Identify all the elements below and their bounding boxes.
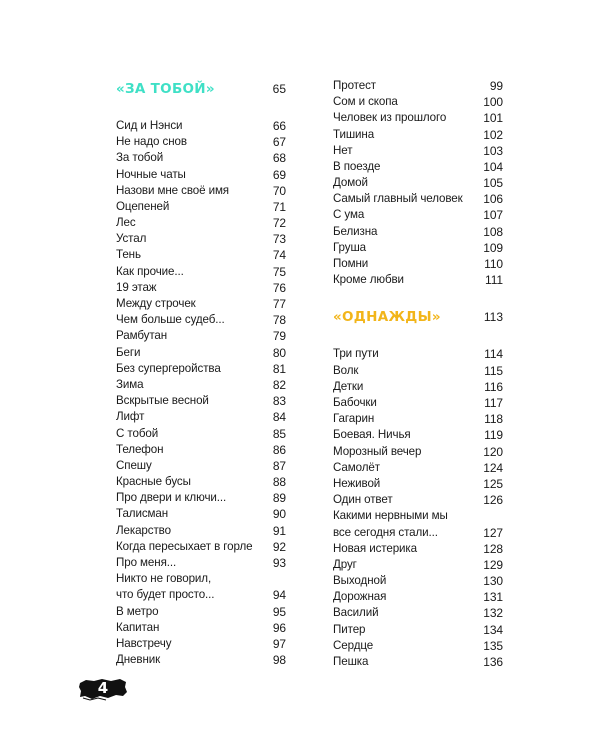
- toc-entry: Тишина 102: [333, 127, 503, 142]
- toc-entry: Кроме любви 111: [333, 273, 503, 288]
- toc-entry: Навстречу 97: [116, 637, 286, 651]
- toc-right-column: [333, 78, 503, 670]
- toc-entry: Морозный вечер 120: [333, 444, 503, 459]
- toc-entry: Самый главный человек 106: [333, 192, 503, 207]
- toc-entry: Про меня... 93: [116, 556, 286, 571]
- toc-entry: Сердце 135: [333, 638, 503, 653]
- toc-entry: Лифт 84: [116, 410, 286, 425]
- toc-entry: Новая истерика 128: [333, 541, 503, 556]
- toc-entry: Сид и Нэнси 66: [116, 118, 286, 133]
- toc-entry: Талисман 90: [116, 507, 286, 522]
- toc-entry: Капитан 96: [116, 620, 286, 635]
- section-page: 65: [272, 82, 286, 96]
- toc-entry: Питер 134: [333, 622, 503, 637]
- toc-entry: Неживой 125: [333, 476, 503, 491]
- toc-entry: Дорожная 131: [333, 590, 503, 605]
- toc-entry: Вскрытые весной 83: [116, 394, 286, 409]
- toc-entry: Дневник 98: [116, 653, 286, 668]
- toc-entry: Без супергеройства 81: [116, 361, 286, 376]
- toc-section-za-toboy: [116, 78, 286, 100]
- toc-entry: Чем больше судеб... 78: [116, 313, 286, 328]
- toc-entry: Ночные чаты 69: [116, 167, 286, 182]
- toc-entry: Человек из прошлого 101: [333, 111, 503, 126]
- toc-entry: Друг 129: [333, 557, 503, 572]
- toc-entry: Назови мне своё имя 70: [116, 183, 286, 198]
- toc-entry: Тень 74: [116, 248, 286, 263]
- toc-entry: Помни 110: [333, 257, 503, 272]
- toc-entry: За тобой 68: [116, 151, 286, 166]
- toc-entry: Никто не говорил, что будет просто... 94: [116, 572, 286, 603]
- toc-entry: Телефон 86: [116, 442, 286, 457]
- toc-entry: Василий 132: [333, 606, 503, 621]
- toc-entry: Зима 82: [116, 377, 286, 392]
- toc-entry: Самолёт 124: [333, 460, 503, 475]
- toc-entry: Какими нервными мы все сегодня стали... 127: [333, 509, 503, 540]
- toc-entry: Спешу 87: [116, 458, 286, 473]
- toc-entry: В поезде 104: [333, 159, 503, 174]
- page-number: 4: [97, 679, 109, 697]
- toc-entry: Один ответ 126: [333, 493, 503, 508]
- toc-entry: Выходной 130: [333, 574, 503, 589]
- toc-entry: Лекарство 91: [116, 523, 286, 538]
- toc-entry: Гагарин 118: [333, 412, 503, 427]
- toc-entry: Груша 109: [333, 240, 503, 255]
- toc-entry: Оцепеней 71: [116, 199, 286, 214]
- toc-entry: С тобой 85: [116, 426, 286, 441]
- toc-entry: 19 этаж 76: [116, 280, 286, 295]
- toc-entry: Не надо снов 67: [116, 135, 286, 150]
- toc-entry: В метро 95: [116, 604, 286, 619]
- toc-entry: С ума 107: [333, 208, 503, 223]
- toc-entry: Сом и скопа 100: [333, 95, 503, 110]
- toc-entry: Протест 99: [333, 78, 503, 93]
- toc-entry: Лес 72: [116, 216, 286, 231]
- toc-entry: Волк 115: [333, 363, 503, 378]
- section-page: 113: [483, 310, 503, 325]
- toc-entry: Три пути 114: [333, 347, 503, 362]
- toc-entry: Когда пересыхает в горле 92: [116, 539, 286, 554]
- toc-entry: Между строчек 77: [116, 297, 286, 312]
- toc-left-column: [116, 78, 286, 668]
- page-number-badge: [78, 677, 128, 701]
- toc-entry: Бабочки 117: [333, 395, 503, 410]
- toc-entry: Беги 80: [116, 345, 286, 360]
- section-title: «ОДНАЖДЫ»: [333, 309, 441, 326]
- toc-entry: Детки 116: [333, 379, 503, 394]
- section-title: «ЗА ТОБОЙ»: [116, 81, 215, 97]
- toc-entry: Как прочие... 75: [116, 264, 286, 279]
- toc-entry: Нет 103: [333, 143, 503, 158]
- toc-entry: Белизна 108: [333, 224, 503, 239]
- toc-section-odnazhdy: [333, 306, 503, 328]
- toc-entry: Пешка 136: [333, 655, 503, 669]
- toc-entry: Устал 73: [116, 232, 286, 247]
- toc-entry: Про двери и ключи... 89: [116, 491, 286, 506]
- toc-entry: Домой 105: [333, 176, 503, 191]
- toc-entry: Рамбутан 79: [116, 329, 286, 344]
- toc-entry: Красные бусы 88: [116, 475, 286, 490]
- toc-entry: Боевая. Ничья 119: [333, 428, 503, 443]
